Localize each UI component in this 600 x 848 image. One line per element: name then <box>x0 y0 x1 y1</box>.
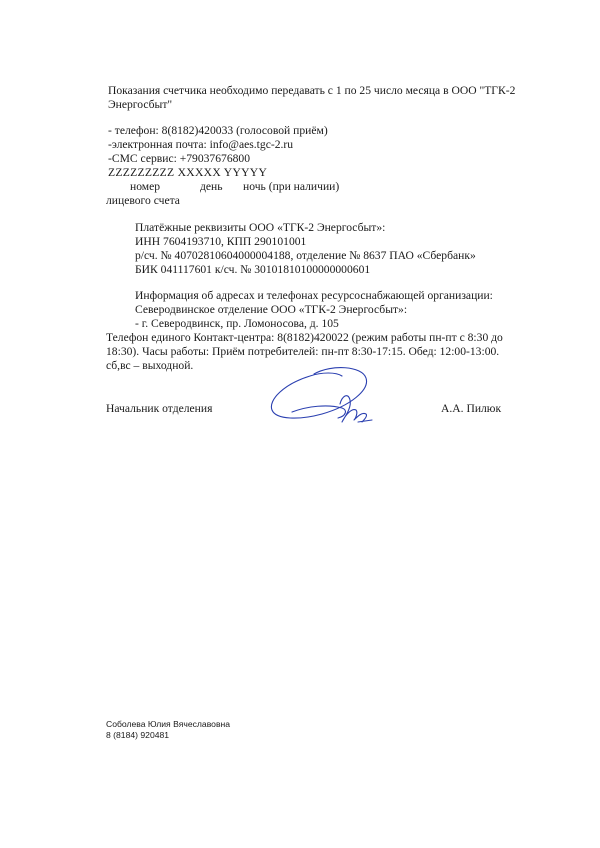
legend-day: день <box>200 180 223 193</box>
org-hours-line-1: Телефон единого Контакт-центра: 8(8182)420022 (режим работы пн-пт с 8:30 до <box>106 331 503 344</box>
org-branch: Северодвинское отделение ООО «ТГК-2 Энергосбыт»: <box>135 303 408 316</box>
legend-night: ночь (при наличии) <box>243 180 340 193</box>
org-info-title: Информация об адресах и телефонах ресурсоснабжающей организации: <box>135 289 493 302</box>
sms-format: ZZZZZZZZZ XXXXX YYYYY <box>108 166 268 179</box>
email-line: -электронная почта: info@aes.tgc-2.ru <box>108 138 294 151</box>
legend-number: номер <box>130 180 161 193</box>
phone-line: - телефон: 8(8182)420033 (голосовой приём) <box>108 124 328 137</box>
sms-line: -СМС сервис: +79037676800 <box>108 152 251 165</box>
intro-line-1: Показания счетчика необходимо передавать с 1 по 25 число месяца в ООО "ТГК-2 <box>108 84 516 97</box>
intro-line-2: Энергосбыт" <box>108 98 173 111</box>
org-address: - г. Северодвинск, пр. Ломоносова, д. 105 <box>135 317 339 330</box>
payment-inn: ИНН 7604193710, КПП 290101001 <box>135 235 307 248</box>
payment-bik: БИК 041117601 к/сч. № 30101810100000000601 <box>135 263 371 276</box>
handwritten-signature <box>262 364 382 428</box>
org-hours-line-3: сб,вс – выходной. <box>106 359 194 372</box>
payment-title: Платёжные реквизиты ООО «ТГК-2 Энергосбыт»: <box>135 221 386 234</box>
payment-account: р/сч. № 40702810604000004188, отделение № 8637 ПАО «Сбербанк» <box>135 249 476 262</box>
org-hours-line-2: 18:30). Часы работы: Приём потребителей: пн-пт 8:30-17:15. Обед: 12:00-13:00. <box>106 345 500 358</box>
legend-account: лицевого счета <box>106 194 180 207</box>
signer-position: Начальник отделения <box>106 402 213 415</box>
executor-name: Соболева Юлия Вячеславовна <box>106 719 231 729</box>
signer-name: А.А. Пилюк <box>441 402 502 415</box>
executor-phone: 8 (8184) 920481 <box>106 730 170 740</box>
